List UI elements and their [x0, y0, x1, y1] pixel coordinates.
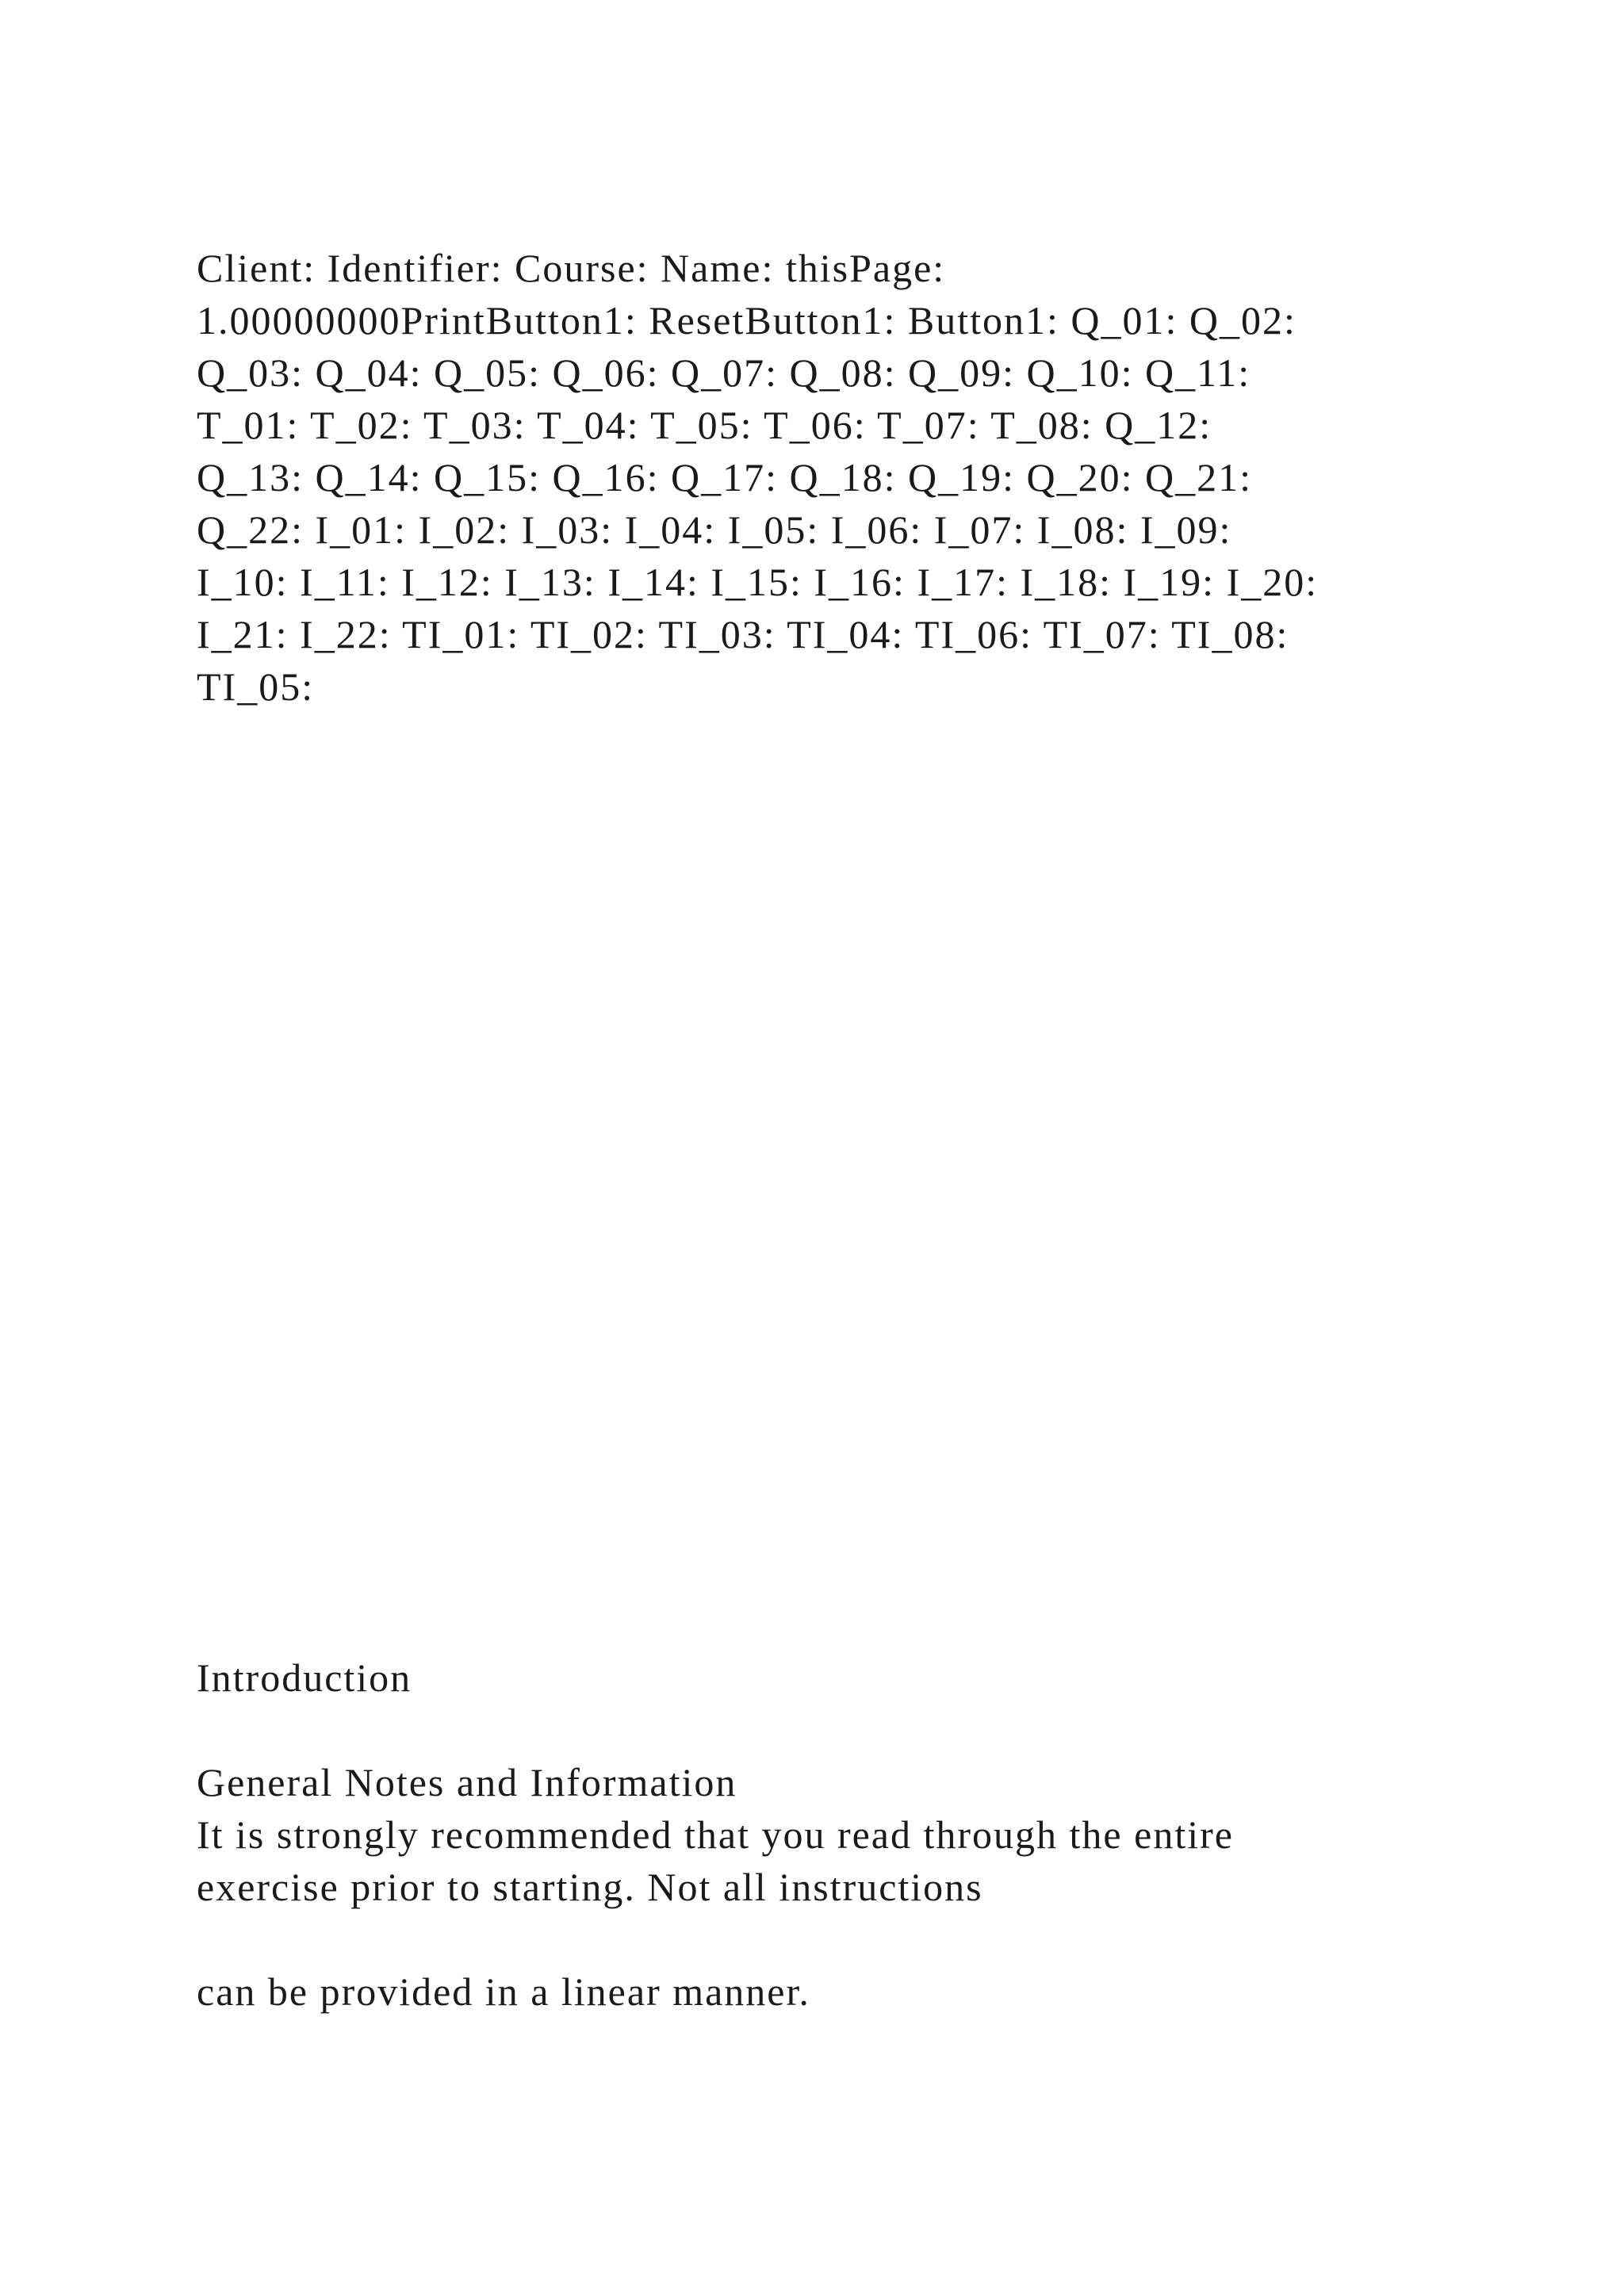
introduction-heading: Introduction	[197, 1655, 412, 1700]
paragraph-line: It is strongly recommended that you read through the entire	[197, 1812, 1234, 1857]
general-notes-continuation	[197, 1965, 1481, 2018]
form-field-line: I_21: I_22: TI_01: TI_02: TI_03: TI_04: TI_06: TI_07: TI_08:	[197, 612, 1289, 656]
general-notes-heading: General Notes and Information	[197, 1760, 737, 1804]
paragraph-line: can be provided in a linear manner.	[197, 1969, 810, 2014]
form-field-line: TI_05:	[197, 664, 315, 709]
form-field-line: Q_13: Q_14: Q_15: Q_16: Q_17: Q_18: Q_19: Q_20: Q_21:	[197, 455, 1252, 499]
form-field-line: Q_03: Q_04: Q_05: Q_06: Q_07: Q_08: Q_09: Q_10: Q_11:	[197, 350, 1251, 395]
form-field-list	[197, 242, 1481, 713]
form-field-line: Q_22: I_01: I_02: I_03: I_04: I_05: I_06: I_07: I_08: I_09:	[197, 507, 1232, 552]
form-field-line: T_01: T_02: T_03: T_04: T_05: T_06: T_07: T_08: Q_12:	[197, 403, 1212, 447]
form-field-line: I_10: I_11: I_12: I_13: I_14: I_15: I_16: I_17: I_18: I_19: I_20:	[197, 560, 1319, 604]
paragraph-line: exercise prior to starting. Not all instructions	[197, 1865, 983, 1909]
form-field-line: Client: Identifier: Course: Name: thisPage:	[197, 246, 946, 290]
general-notes-paragraph	[197, 1808, 1481, 1913]
form-field-line: 1.00000000PrintButton1: ResetButton1: Button1: Q_01: Q_02:	[197, 298, 1297, 342]
